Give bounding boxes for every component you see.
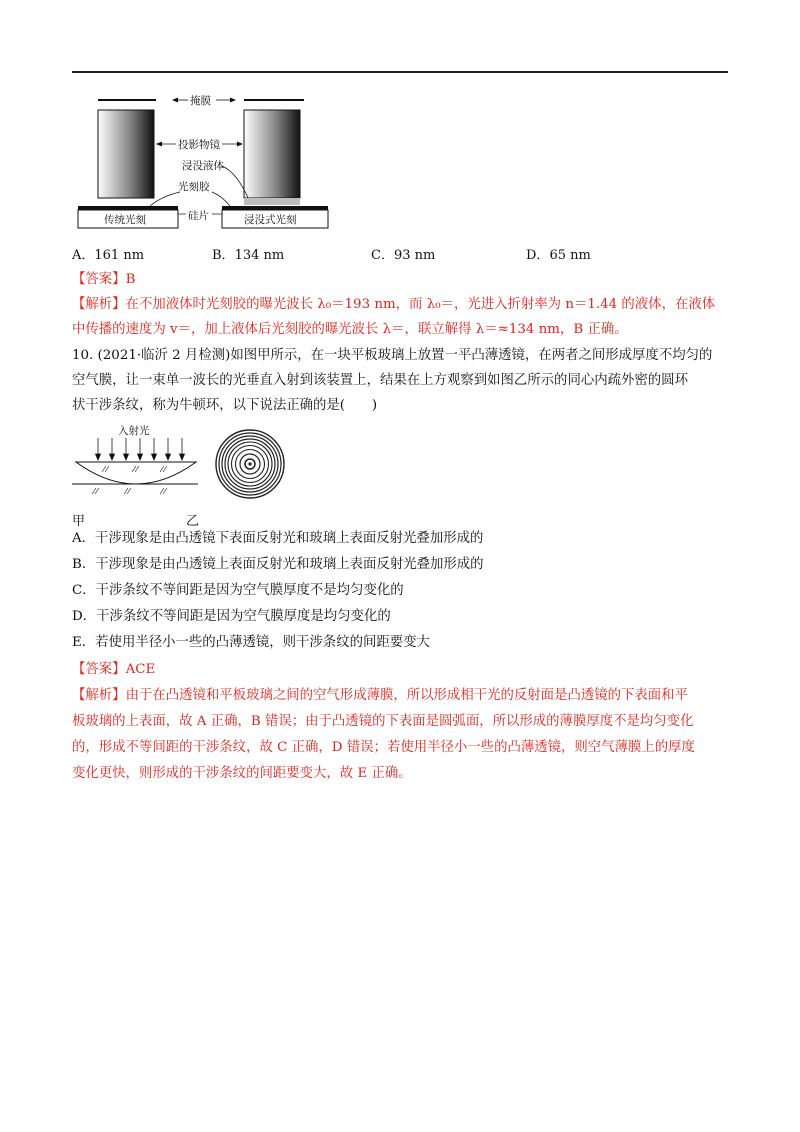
q10-stem-line2: 空气膜，让一束单一波长的光垂直入射到该装置上，结果在上方观察到如图乙所示的同心内疏外密的圆环: [72, 373, 688, 388]
figure-yi-label: 乙: [186, 514, 200, 529]
q9-option-b: B．134 nm: [212, 248, 285, 263]
newton-rings-diagram: [72, 424, 302, 502]
q9-analysis-line2: 中传播的速度为 v＝，加上液体后光刻胶的曝光波长 λ＝，联立解得 λ＝≈134 nm，B 正确。: [72, 322, 628, 337]
immersion-liquid-label: 浸没液体: [182, 160, 224, 172]
newton-rings: [216, 430, 284, 498]
wafer-right: [222, 206, 328, 210]
q10-analysis-line2: 板玻璃的上表面，故 A 正确，B 错误；由于凸透镜的下表面是圆弧面，所以形成的薄膜厚度不是均匀变化: [72, 714, 694, 729]
q10-option-d: D．干涉条纹不等间距是因为空气膜厚度是均匀变化的: [72, 609, 391, 624]
header-rule: [72, 71, 728, 73]
q10-answer: 【答案】ACE: [72, 662, 156, 677]
q10-option-a: A．干涉现象是由凸透镜下表面反射光和玻璃上表面反射光叠加形成的: [72, 531, 484, 546]
photoresist-label: 光刻胶: [178, 181, 210, 193]
wafer-left: [78, 206, 178, 210]
q10-option-e: E．若使用半径小一些的凸薄透镜，则干涉条纹的间距要变大: [72, 635, 430, 650]
immersion-label: 浸没式光刻: [244, 214, 297, 226]
q10-analysis-line3: 的，形成不等间距的干涉条纹，故 C 正确，D 错误；若使用半径小一些的凸薄透镜，则空气薄膜上的厚度: [72, 740, 695, 755]
projection-lens-label: 投影物镜: [178, 139, 220, 151]
figure-jia-label: 甲: [72, 514, 86, 529]
q9-option-d: D．65 nm: [526, 248, 591, 263]
q10-option-b: B．干涉现象是由凸透镜上表面反射光和玻璃上表面反射光叠加形成的: [72, 557, 484, 572]
projection-lens-right: [244, 110, 300, 198]
wafer-label: 硅片: [188, 210, 209, 222]
q10-analysis-line1: 【解析】由于在凸透镜和平板玻璃之间的空气形成薄膜，所以形成相干光的反射面是凸透镜的下表面和平: [72, 688, 688, 703]
q10-stem-line1: 10. (2021·临沂 2 月检测)如图甲所示，在一块平板玻璃上放置一平凸薄透镜，在两者之间形成厚度不均匀的: [72, 348, 713, 363]
traditional-label: 传统光刻: [104, 214, 146, 226]
mask-label: 掩膜: [190, 95, 211, 107]
q9-option-a: A．161 nm: [72, 248, 145, 263]
incident-arrows: [96, 438, 185, 460]
q9-answer: 【答案】B: [72, 272, 136, 287]
incident-light-label: 入射光: [118, 425, 150, 437]
lithography-diagram: [72, 88, 332, 240]
q9-options: [72, 244, 728, 264]
q9-option-c: C．93 nm: [371, 248, 436, 263]
q10-option-c: C．干涉条纹不等间距是因为空气膜厚度不是均匀变化的: [72, 583, 404, 598]
q9-analysis-line1: 【解析】在不加液体时光刻胶的曝光波长 λ₀＝193 nm，而 λ₀＝，光进入折射率为 n＝1.44 的液体，在液体: [72, 297, 716, 312]
q10-stem-line3: 状干涉条纹，称为牛顿环，以下说法正确的是( ): [72, 398, 378, 413]
projection-lens-left: [98, 110, 154, 198]
convex-lens: [76, 462, 196, 484]
immersion-liquid: [244, 198, 300, 205]
q10-analysis-line4: 变化更快，则形成的干涉条纹的间距要变大，故 E 正确。: [72, 766, 412, 781]
